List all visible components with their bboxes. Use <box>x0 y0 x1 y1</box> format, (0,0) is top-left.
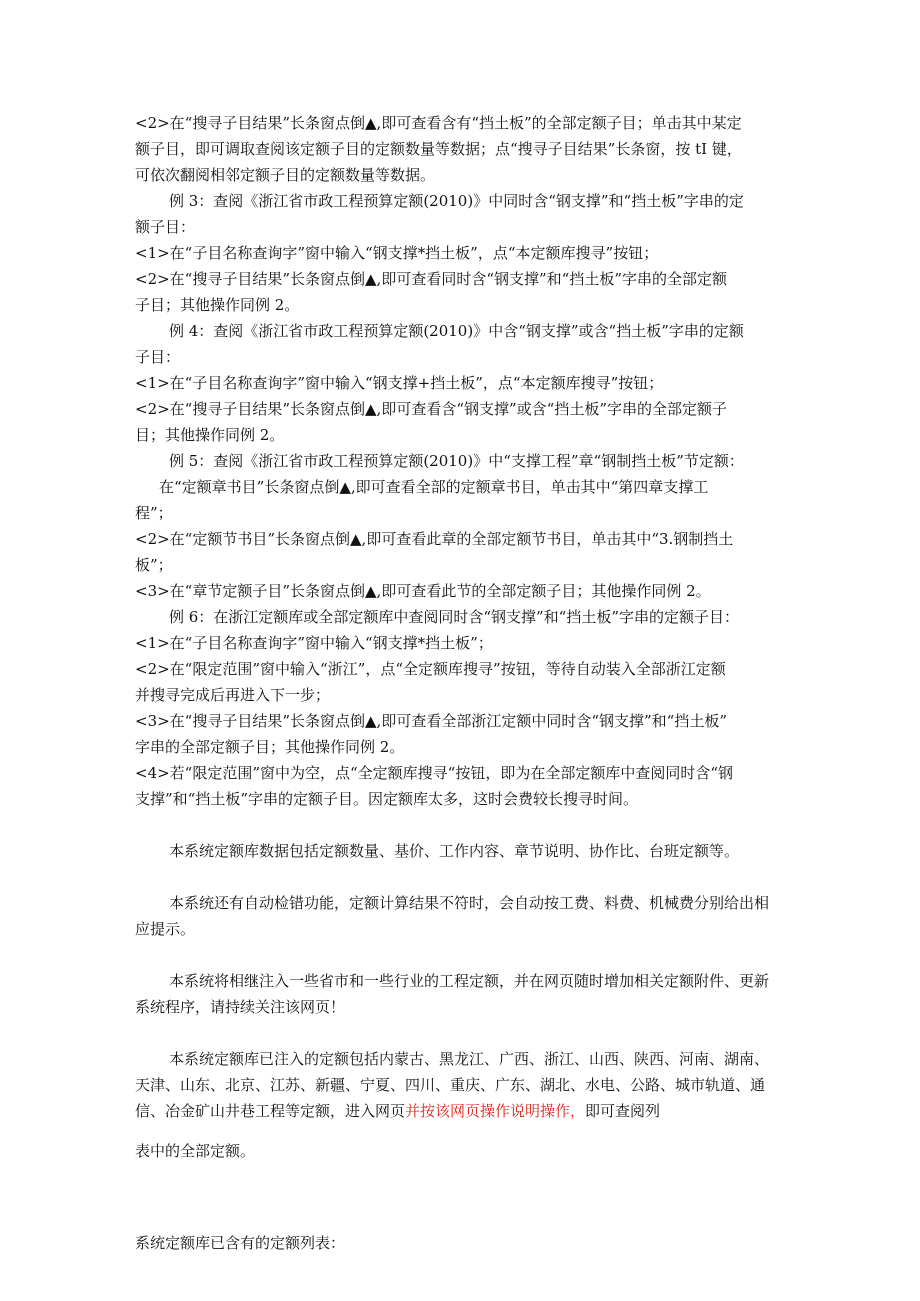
paragraph-database: 本系统定额库数据包括定额数量、基价、工作内容、章节说明、协作比、台班定额等。 <box>169 842 740 860</box>
text-line: 字串的全部定额子目；其他操作同例 2。 <box>135 738 405 756</box>
text-line: 在“定额章书目”长条窗点倒▲,即可查看全部的定额章书目，单击其中“第四章支撑工 <box>159 478 709 496</box>
text-line: 可依次翻阅相邻定额子目的定额数量等数据。 <box>135 166 436 184</box>
text-line: 额子目，即可调取查阅该定额子目的定额数量等数据；点“搜寻子目结果”长条窗，按 tI 键， <box>135 140 742 158</box>
text-line: 子目；其他操作同例 2。 <box>135 296 300 314</box>
text-line: 表中的全部定额。 <box>135 1142 256 1160</box>
text-line: 天津、山东、北京、江苏、新疆、宁夏、四川、重庆、广东、湖北、水电、公路、城市轨道、通 <box>135 1076 766 1094</box>
text-line: <2>在“搜寻子目结果”长条窗点倒▲,即可查看含“钢支撑”或含“挡土板”字串的全部定额子 <box>135 400 727 418</box>
text-segment: 即可查阅列 <box>585 1102 661 1120</box>
text-line: 程”； <box>135 504 173 522</box>
text-line: <1>在“子目名称查询字”窗中输入“钢支撑*挡土板”，点“本定额库搜寻”按钮； <box>135 244 659 262</box>
text-line: 子目： <box>135 348 181 366</box>
example-5-heading: 例 5：查阅《浙江省市政工程预算定额(2010)》中“支撑工程”章“钢制挡土板”节定额： <box>169 452 744 470</box>
document-body <box>135 110 785 1256</box>
text-line: <1>在“子目名称查询字”窗中输入“钢支撑+挡土板”，点“本定额库搜寻”按钮； <box>135 374 664 392</box>
text-line: <2>在“搜寻子目结果”长条窗点倒▲,即可查看同时含“钢支撑”和“挡土板”字串的全部定额 <box>135 270 727 288</box>
text-line: 系统程序，请持续关注该网页！ <box>135 998 346 1016</box>
text-line: 目；其他操作同例 2。 <box>135 426 285 444</box>
text-line: <3>在“章节定额子目”长条窗点倒▲,即可查看此节的全部定额子目；其他操作同例 2。 <box>135 582 711 600</box>
text-line: 应提示。 <box>135 920 196 938</box>
example-3-heading: 例 3：查阅《浙江省市政工程预算定额(2010)》中同时含“钢支撑”和“挡土板”字串的定 <box>169 192 744 210</box>
text-line: <2>在“限定范围”窗中输入“浙江”，点“全定额库搜寻”按钮，等待自动装入全部浙江定额 <box>135 660 726 678</box>
example-6-heading: 例 6：在浙江定额库或全部定额库中查阅同时含“钢支撑”和“挡土板”字串的定额子目： <box>169 608 739 626</box>
paragraph-included-quotas: 本系统定额库已注入的定额包括内蒙古、黑龙江、广西、浙江、山西、陕西、河南、湖南、 <box>169 1050 770 1068</box>
quota-list-heading: 系统定额库已含有的定额列表： <box>135 1234 346 1252</box>
text-line: <2>在“搜寻子目结果”长条窗点倒▲,即可查看含有“挡土板”的全部定额子目；单击其中某定 <box>135 114 742 132</box>
text-line: 板”； <box>135 556 173 574</box>
text-line: <3>在“搜寻子目结果”长条窗点倒▲,即可查看全部浙江定额中同时含“钢支撑”和“挡土板” <box>135 712 727 730</box>
text-line: 额子目： <box>135 218 196 236</box>
text-line: <1>在“子目名称查询字”窗中输入“钢支撑*挡土板”； <box>135 634 493 652</box>
text-line: <2>在“定额节书目”长条窗点倒▲,即可查看此章的全部定额节书目，单击其中“3.钢制挡土 <box>135 530 734 548</box>
example-4-heading: 例 4：查阅《浙江省市政工程预算定额(2010)》中含“钢支撑”或含“挡土板”字串的定额 <box>169 322 744 340</box>
text-line: 并搜寻完成后再进入下一步； <box>135 686 331 704</box>
text-segment: 信、冶金矿山井巷工程等定额，进入网页 <box>135 1102 406 1120</box>
text-line: 支撑”和“挡土板”字串的定额子目。因定额库太多，这时会费较长搜寻时间。 <box>135 790 639 808</box>
paragraph-updates: 本系统将相继注入一些省市和一些行业的工程定额，并在网页随时增加相关定额附件、更新 <box>169 972 770 990</box>
paragraph-error-check: 本系统还有自动检错功能，定额计算结果不符时，会自动按工费、料费、机械费分别给出相 <box>169 894 770 912</box>
text-line <box>135 1098 785 1124</box>
text-line: <4>若“限定范围”窗中为空，点“全定额库搜寻“按钮，即为在全部定额库中查阅同时含“钢 <box>135 764 734 782</box>
operation-instructions-link[interactable]: 并按该网页操作说明操作， <box>405 1102 586 1120</box>
